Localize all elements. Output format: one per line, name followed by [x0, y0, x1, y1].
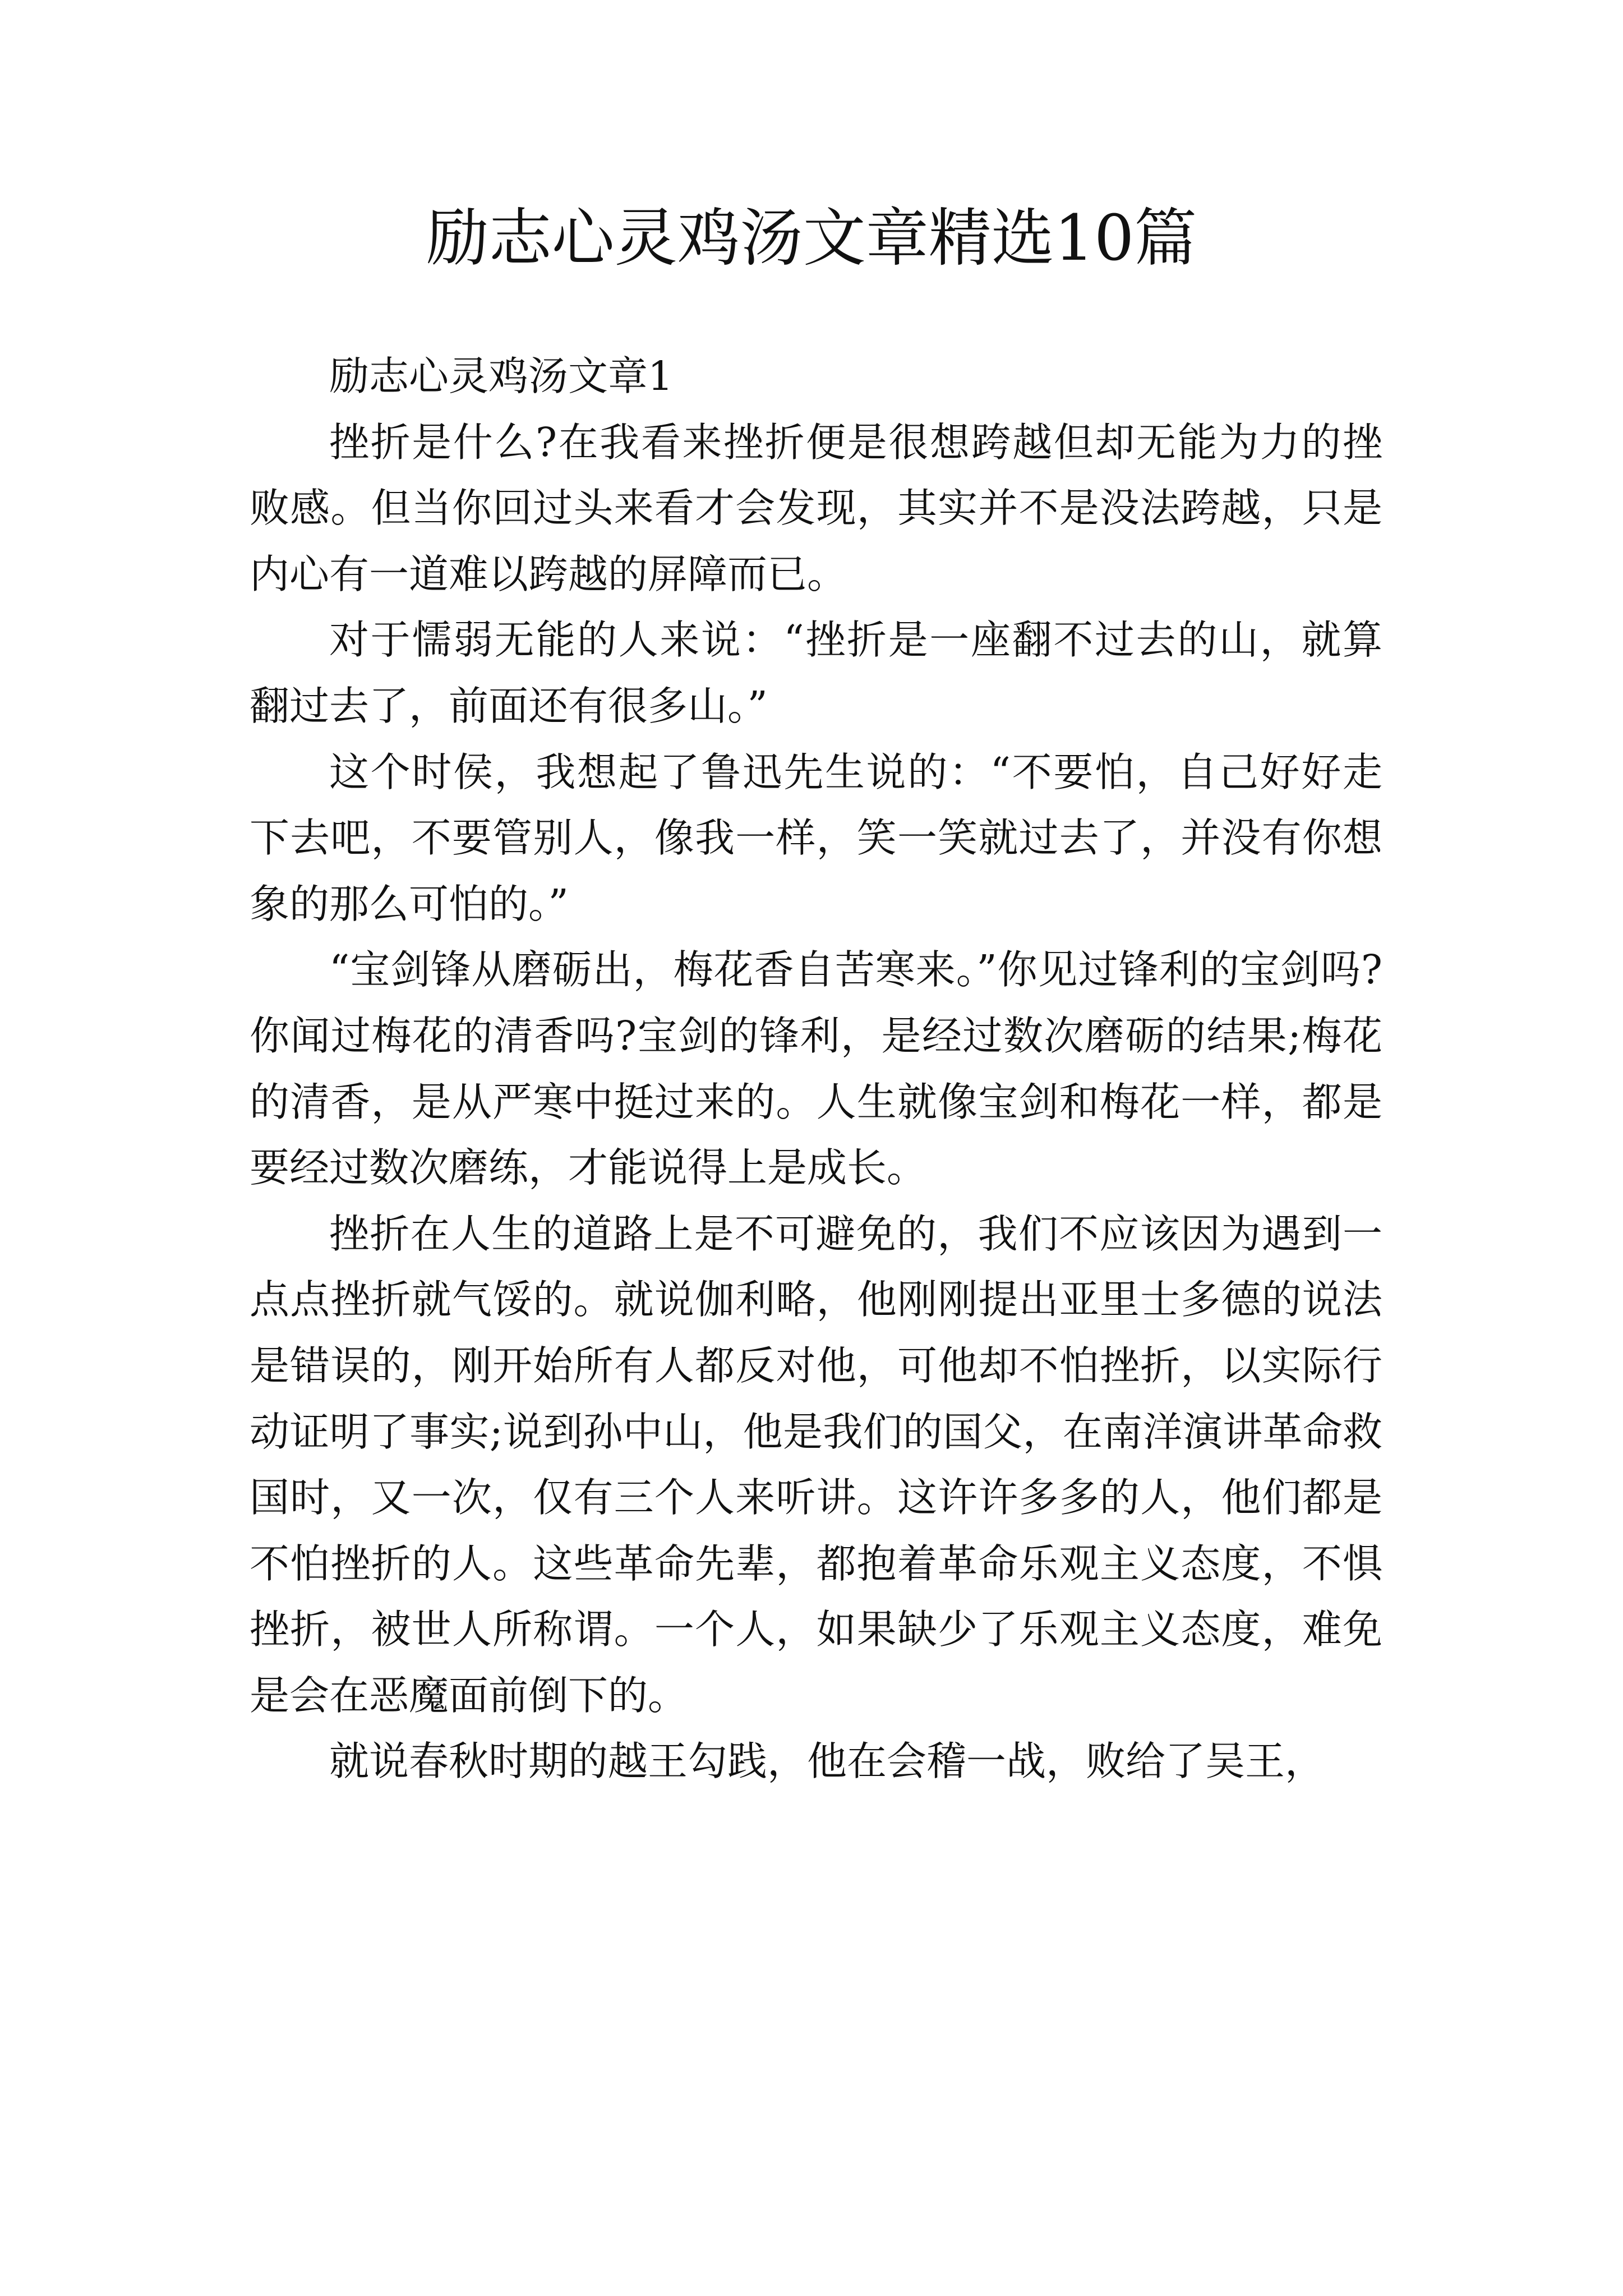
paragraph: 这个时侯，我想起了鲁迅先生说的：“不要怕，自己好好走下去吧，不要管别人，像我一样，笑一笑就过去了，并没有你想象的那么可怕的。”: [250, 748, 1382, 927]
document-title: 励志心灵鸡汤文章精选10篇: [426, 202, 1197, 275]
paragraph: 挫折在人生的道路上是不可避免的，我们不应该因为遇到一点点挫折就气馁的。就说伽利略，他刚刚提出亚里士多德的说法是错误的，刚开始所有人都反对他，可他却不怕挫折，以实际行动证明了事实;说到孙中山，他是我们的国父，在南洋演讲革命救国时，又一次，仅有三个人来听讲。这许许多多的人，他们都是不怕挫折的人。这些革命先辈，都抱着革命乐观主义态度，不惧挫折，被世人所称谓。一个人，如果缺少了乐观主义态度，难免是会在恶魔面前倒下的。: [250, 1210, 1382, 1719]
document-body: [250, 343, 1382, 1795]
paragraph: “宝剑锋从磨砺出，梅花香自苦寒来。”你见过锋利的宝剑吗?你闻过梅花的清香吗?宝剑的锋利，是经过数次磨砺的结果;梅花的清香，是从严寒中挺过来的。人生就像宝剑和梅花一样，都是要经过数次磨练，才能说得上是成长。: [250, 946, 1382, 1191]
paragraph: 就说春秋时期的越王勾践，他在会稽一战，败给了吴王，: [329, 1738, 1325, 1785]
paragraph: 对于懦弱无能的人来说：“挫折是一座翻不过去的山，就算翻过去了，前面还有很多山。”: [250, 616, 1382, 729]
section-heading: 励志心灵鸡汤文章1: [329, 353, 674, 399]
paragraph: 挫折是什么?在我看来挫折便是很想跨越但却无能为力的挫败感。但当你回过头来看才会发现，其实并不是没法跨越，只是内心有一道难以跨越的屏障而已。: [250, 418, 1382, 597]
